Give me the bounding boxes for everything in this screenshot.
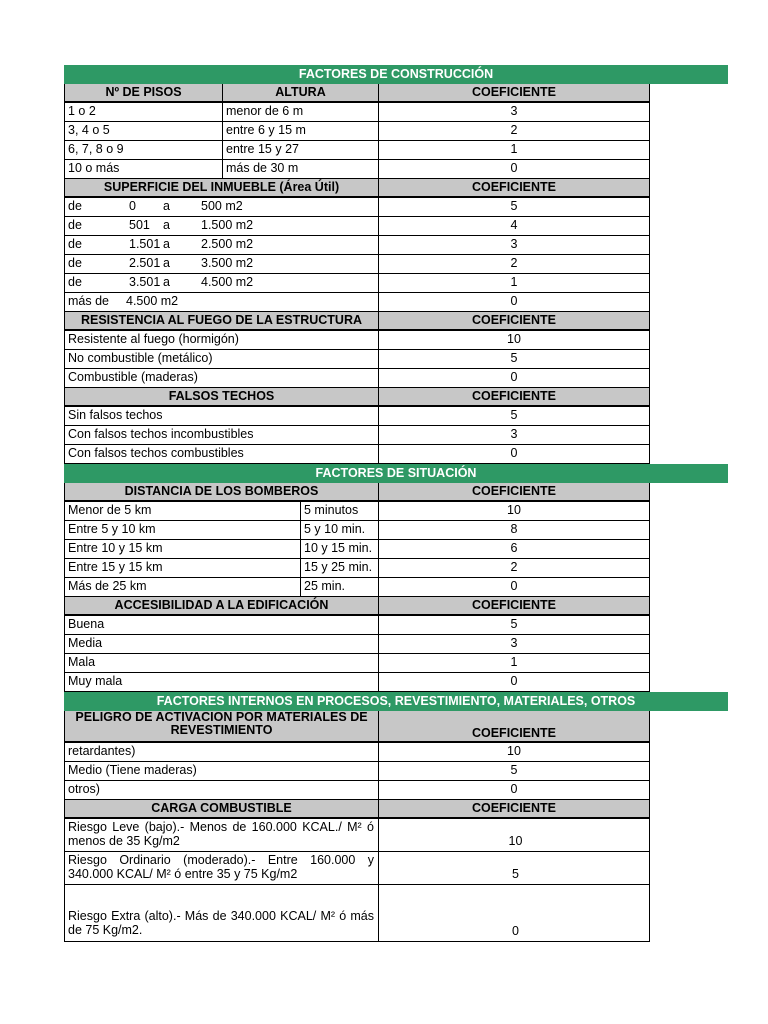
coefficient-cell: 0 bbox=[378, 781, 650, 800]
range-to: 2.500 m2 bbox=[201, 237, 254, 251]
table-row bbox=[64, 540, 650, 559]
range-sep: a bbox=[163, 256, 170, 270]
table-row bbox=[64, 141, 650, 160]
table-cell: retardantes) bbox=[64, 743, 378, 762]
superficie-rows bbox=[64, 198, 650, 312]
header-cell: COEFICIENTE bbox=[378, 312, 650, 331]
header-cell: DISTANCIA DE LOS BOMBEROS bbox=[64, 483, 378, 502]
table-cell: Riesgo Leve (bajo).- Menos de 160.000 KCAL./ M² ó menos de 35 Kg/m2 bbox=[64, 819, 378, 852]
table-cell: entre 15 y 27 bbox=[222, 141, 378, 160]
table-cell: Entre 5 y 10 km bbox=[64, 521, 300, 540]
table-row bbox=[64, 885, 650, 942]
coefficient-cell: 3 bbox=[378, 635, 650, 654]
coefficient-cell: 2 bbox=[378, 255, 650, 274]
coefficient-cell: 5 bbox=[378, 198, 650, 217]
coefficient-cell: 3 bbox=[378, 103, 650, 122]
range-prefix: de bbox=[68, 275, 82, 289]
range-from: 4.500 m2 bbox=[126, 294, 179, 308]
range-cell bbox=[64, 217, 378, 236]
coefficient-cell: 0 bbox=[378, 673, 650, 692]
table-row bbox=[64, 578, 650, 597]
table-cell: menor de 6 m bbox=[222, 103, 378, 122]
table-cell: entre 6 y 15 m bbox=[222, 122, 378, 141]
table-row bbox=[64, 502, 650, 521]
table-cell: 5 y 10 min. bbox=[300, 521, 378, 540]
table-cell: otros) bbox=[64, 781, 378, 800]
coefficient-cell: 10 bbox=[378, 819, 650, 852]
peligro-rows bbox=[64, 743, 650, 800]
range-from: 3.501 bbox=[129, 275, 161, 289]
range-prefix: de bbox=[68, 199, 82, 213]
table-cell: Sin falsos techos bbox=[64, 407, 378, 426]
table-row bbox=[64, 654, 650, 673]
range-from: 1.501 bbox=[129, 237, 161, 251]
table-row bbox=[64, 762, 650, 781]
coefficient-cell: 5 bbox=[378, 852, 650, 885]
table-cell: más de 30 m bbox=[222, 160, 378, 179]
table-cell: 10 o más bbox=[64, 160, 222, 179]
coefficient-cell: 0 bbox=[378, 293, 650, 312]
table-cell: Muy mala bbox=[64, 673, 378, 692]
header-cell: COEFICIENTE bbox=[378, 800, 650, 819]
table-row bbox=[64, 445, 650, 464]
table-row bbox=[64, 198, 650, 217]
header-cell: CARGA COMBUSTIBLE bbox=[64, 800, 378, 819]
range-from: 0 bbox=[129, 199, 136, 213]
table-row bbox=[64, 635, 650, 654]
table-row bbox=[64, 426, 650, 445]
table-row bbox=[64, 103, 650, 122]
coefficient-cell: 0 bbox=[378, 578, 650, 597]
coefficient-cell: 1 bbox=[378, 274, 650, 293]
table-cell: Menor de 5 km bbox=[64, 502, 300, 521]
coefficient-cell: 10 bbox=[378, 502, 650, 521]
bomberos-rows bbox=[64, 502, 650, 597]
table-row bbox=[64, 255, 650, 274]
table-row bbox=[64, 122, 650, 141]
table-cell: 1 o 2 bbox=[64, 103, 222, 122]
header-row-pisos bbox=[64, 84, 650, 103]
header-cell: COEFICIENTE bbox=[378, 179, 650, 198]
table-cell: No combustible (metálico) bbox=[64, 350, 378, 369]
table-cell: Media bbox=[64, 635, 378, 654]
coefficient-cell: 0 bbox=[378, 885, 650, 942]
range-cell bbox=[64, 236, 378, 255]
header-cell: RESISTENCIA AL FUEGO DE LA ESTRUCTURA bbox=[64, 312, 378, 331]
table-row bbox=[64, 350, 650, 369]
coefficient-cell: 0 bbox=[378, 445, 650, 464]
table-cell: Entre 15 y 15 km bbox=[64, 559, 300, 578]
header-row-accesibilidad bbox=[64, 597, 650, 616]
range-cell bbox=[64, 274, 378, 293]
table-cell: Riesgo Ordinario (moderado).- Entre 160.000 y 340.000 KCAL/ M² ó entre 35 y 75 Kg/m2 bbox=[64, 852, 378, 885]
pisos-rows bbox=[64, 103, 650, 179]
header-row-resistencia bbox=[64, 312, 650, 331]
table-row bbox=[64, 274, 650, 293]
table-row bbox=[64, 673, 650, 692]
coefficient-cell: 5 bbox=[378, 407, 650, 426]
table-row bbox=[64, 369, 650, 388]
coefficient-cell: 5 bbox=[378, 350, 650, 369]
range-sep: a bbox=[163, 237, 170, 251]
table-cell: 15 y 25 min. bbox=[300, 559, 378, 578]
header-cell: FALSOS TECHOS bbox=[64, 388, 378, 407]
range-from: 2.501 bbox=[129, 256, 161, 270]
table-row bbox=[64, 852, 650, 885]
header-row-superficie bbox=[64, 179, 650, 198]
table-cell: Mala bbox=[64, 654, 378, 673]
range-prefix: de bbox=[68, 218, 82, 232]
coefficient-cell: 8 bbox=[378, 521, 650, 540]
section-situacion-title: FACTORES DE SITUACIÓN bbox=[64, 464, 728, 483]
header-cell: COEFICIENTE bbox=[378, 84, 650, 103]
coefficient-cell: 10 bbox=[378, 331, 650, 350]
resistencia-rows bbox=[64, 331, 650, 388]
coefficient-cell: 5 bbox=[378, 616, 650, 635]
table-row bbox=[64, 236, 650, 255]
table-row bbox=[64, 616, 650, 635]
table-cell: Medio (Tiene maderas) bbox=[64, 762, 378, 781]
range-sep: a bbox=[163, 199, 170, 213]
header-cell: ACCESIBILIDAD A LA EDIFICACIÓN bbox=[64, 597, 378, 616]
table-row bbox=[64, 160, 650, 179]
table-row bbox=[64, 521, 650, 540]
table-cell: Buena bbox=[64, 616, 378, 635]
range-to: 500 m2 bbox=[201, 199, 243, 213]
table-cell: Con falsos techos combustibles bbox=[64, 445, 378, 464]
coefficient-cell: 1 bbox=[378, 141, 650, 160]
header-cell: COEFICIENTE bbox=[378, 597, 650, 616]
coefficient-cell: 3 bbox=[378, 236, 650, 255]
header-cell: Nº DE PISOS bbox=[64, 84, 222, 103]
table-cell: 5 minutos bbox=[300, 502, 378, 521]
range-prefix: de bbox=[68, 237, 82, 251]
table-cell: 25 min. bbox=[300, 578, 378, 597]
table-row bbox=[64, 407, 650, 426]
coefficient-cell: 2 bbox=[378, 559, 650, 578]
table-row bbox=[64, 331, 650, 350]
table-cell: 3, 4 o 5 bbox=[64, 122, 222, 141]
header-row-bomberos bbox=[64, 483, 650, 502]
coefficient-cell: 10 bbox=[378, 743, 650, 762]
section-internos-title: FACTORES INTERNOS EN PROCESOS, REVESTIMIENTO, MATERIALES, OTROS bbox=[64, 692, 728, 711]
range-cell bbox=[64, 198, 378, 217]
table-row bbox=[64, 743, 650, 762]
falsos-techos-rows bbox=[64, 407, 650, 464]
header-row-falsos-techos bbox=[64, 388, 650, 407]
header-cell: COEFICIENTE bbox=[378, 388, 650, 407]
header-cell: ALTURA bbox=[222, 84, 378, 103]
coefficient-table bbox=[64, 65, 650, 942]
coefficient-cell: 4 bbox=[378, 217, 650, 236]
accesibilidad-rows bbox=[64, 616, 650, 692]
coefficient-cell: 0 bbox=[378, 369, 650, 388]
coefficient-cell: 6 bbox=[378, 540, 650, 559]
range-sep: a bbox=[163, 218, 170, 232]
coefficient-cell: 5 bbox=[378, 762, 650, 781]
range-cell bbox=[64, 293, 378, 312]
table-row bbox=[64, 559, 650, 578]
header-cell: SUPERFICIE DEL INMUEBLE (Área Útil) bbox=[64, 179, 378, 198]
coefficient-cell: 2 bbox=[378, 122, 650, 141]
range-sep: a bbox=[163, 275, 170, 289]
table-cell: 10 y 15 min. bbox=[300, 540, 378, 559]
header-row-peligro bbox=[64, 711, 650, 743]
table-cell: Más de 25 km bbox=[64, 578, 300, 597]
table-cell: Combustible (maderas) bbox=[64, 369, 378, 388]
range-prefix: de bbox=[68, 256, 82, 270]
header-cell: COEFICIENTE bbox=[378, 483, 650, 502]
section-construccion-title: FACTORES DE CONSTRUCCIÓN bbox=[64, 65, 728, 84]
table-cell: Con falsos techos incombustibles bbox=[64, 426, 378, 445]
table-row bbox=[64, 293, 650, 312]
range-prefix: más de bbox=[68, 294, 109, 308]
coefficient-cell: 1 bbox=[378, 654, 650, 673]
range-to: 4.500 m2 bbox=[201, 275, 254, 289]
header-cell: COEFICIENTE bbox=[378, 711, 650, 743]
table-row bbox=[64, 819, 650, 852]
header-row-carga bbox=[64, 800, 650, 819]
table-cell: Riesgo Extra (alto).- Más de 340.000 KCAL/ M² ó más de 75 Kg/m2. bbox=[64, 885, 378, 942]
range-from: 501 bbox=[129, 218, 150, 232]
table-row bbox=[64, 217, 650, 236]
table-cell: 6, 7, 8 o 9 bbox=[64, 141, 222, 160]
coefficient-cell: 0 bbox=[378, 160, 650, 179]
range-to: 3.500 m2 bbox=[201, 256, 254, 270]
header-cell: PELIGRO DE ACTIVACION POR MATERIALES DE REVESTIMIENTO bbox=[64, 711, 378, 743]
range-to: 1.500 m2 bbox=[201, 218, 254, 232]
table-row bbox=[64, 781, 650, 800]
range-cell bbox=[64, 255, 378, 274]
coefficient-cell: 3 bbox=[378, 426, 650, 445]
table-cell: Resistente al fuego (hormigón) bbox=[64, 331, 378, 350]
table-cell: Entre 10 y 15 km bbox=[64, 540, 300, 559]
